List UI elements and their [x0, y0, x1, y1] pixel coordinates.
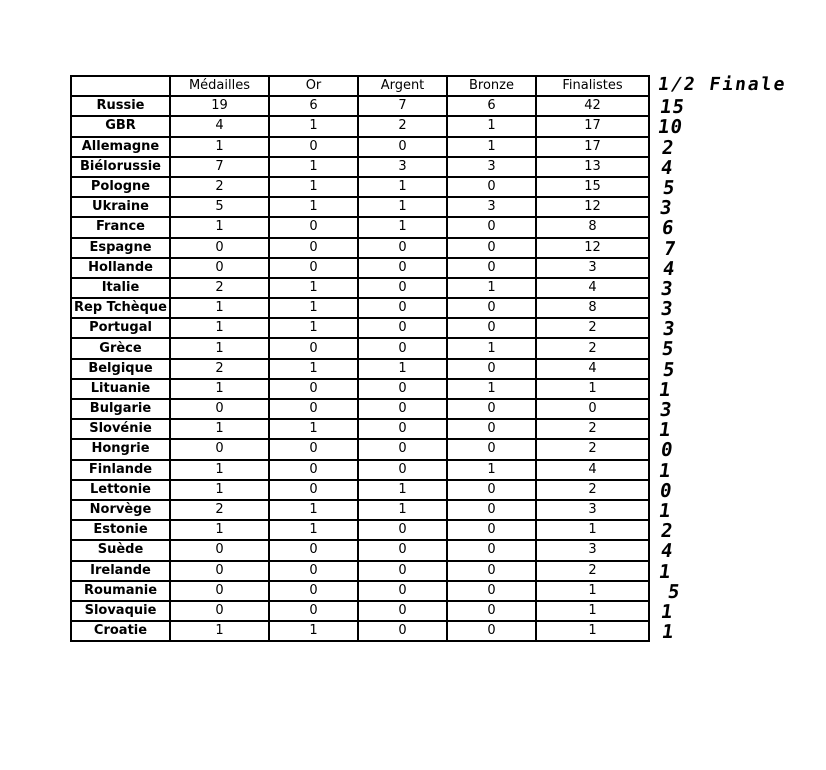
cell-bronze: 0 [447, 399, 536, 419]
cell-argent: 0 [358, 318, 447, 338]
cell-finalistes: 2 [536, 439, 649, 459]
cell-or: 0 [269, 258, 358, 278]
table-row [71, 359, 649, 379]
cell-bronze: 1 [447, 338, 536, 358]
cell-finalistes: 0 [536, 399, 649, 419]
cell-argent: 0 [358, 581, 447, 601]
cell-bronze: 0 [447, 601, 536, 621]
table-row [71, 520, 649, 540]
cell-bronze: 0 [447, 480, 536, 500]
table-row [71, 137, 649, 157]
cell-country: Croatie [71, 621, 170, 641]
cell-country: Ukraine [71, 197, 170, 217]
cell-medailles: 2 [170, 500, 269, 520]
cell-country: Roumanie [71, 581, 170, 601]
cell-country: Finlande [71, 460, 170, 480]
handwritten-value: 7 [662, 237, 678, 260]
cell-country: Portugal [71, 318, 170, 338]
handwritten-value: 2 [660, 136, 676, 159]
cell-bronze: 1 [447, 379, 536, 399]
cell-country: Pologne [71, 177, 170, 197]
cell-country: Lituanie [71, 379, 170, 399]
cell-or: 1 [269, 116, 358, 136]
cell-or: 1 [269, 197, 358, 217]
cell-medailles: 1 [170, 217, 269, 237]
table-row [71, 177, 649, 197]
handwritten-value: 4 [659, 540, 675, 563]
cell-finalistes: 13 [536, 157, 649, 177]
table-body [71, 96, 649, 641]
cell-argent: 0 [358, 419, 447, 439]
table-row [71, 500, 649, 520]
header-argent: Argent [358, 76, 447, 96]
table-row [71, 621, 649, 641]
table-row [71, 419, 649, 439]
cell-argent: 7 [358, 96, 447, 116]
handwritten-value: 1 [657, 499, 673, 522]
handwritten-value: 3 [659, 298, 675, 321]
cell-finalistes: 12 [536, 238, 649, 258]
cell-or: 1 [269, 621, 358, 641]
cell-argent: 0 [358, 298, 447, 318]
cell-bronze: 0 [447, 238, 536, 258]
cell-or: 0 [269, 399, 358, 419]
cell-or: 1 [269, 359, 358, 379]
handwritten-value: 5 [660, 338, 676, 361]
cell-medailles: 1 [170, 621, 269, 641]
cell-finalistes: 3 [536, 500, 649, 520]
header-row [71, 76, 649, 96]
cell-argent: 0 [358, 520, 447, 540]
cell-country: Italie [71, 278, 170, 298]
cell-country: Lettonie [71, 480, 170, 500]
table-row [71, 439, 649, 459]
cell-bronze: 3 [447, 197, 536, 217]
table-row [71, 318, 649, 338]
cell-medailles: 1 [170, 460, 269, 480]
handwritten-value: 3 [658, 197, 674, 220]
header-corner [71, 76, 170, 96]
handwritten-value: 1 [657, 378, 673, 401]
cell-medailles: 1 [170, 520, 269, 540]
handwritten-value: 5 [666, 580, 682, 603]
cell-medailles: 1 [170, 298, 269, 318]
handwritten-value: 15 [658, 96, 687, 119]
cell-medailles: 0 [170, 399, 269, 419]
handwritten-title: 1/2 Finale [656, 74, 788, 95]
table-row [71, 258, 649, 278]
cell-bronze: 0 [447, 561, 536, 581]
handwritten-value: 5 [661, 358, 677, 381]
cell-finalistes: 2 [536, 480, 649, 500]
cell-bronze: 3 [447, 157, 536, 177]
cell-finalistes: 2 [536, 419, 649, 439]
cell-medailles: 1 [170, 318, 269, 338]
cell-medailles: 0 [170, 540, 269, 560]
table-row [71, 217, 649, 237]
cell-argent: 1 [358, 359, 447, 379]
cell-country: Slovénie [71, 419, 170, 439]
cell-bronze: 0 [447, 439, 536, 459]
cell-medailles: 0 [170, 258, 269, 278]
header-finalistes: Finalistes [536, 76, 649, 96]
cell-country: Russie [71, 96, 170, 116]
cell-or: 1 [269, 318, 358, 338]
cell-medailles: 0 [170, 581, 269, 601]
cell-or: 1 [269, 177, 358, 197]
cell-finalistes: 2 [536, 561, 649, 581]
table-row [71, 601, 649, 621]
table-row [71, 96, 649, 116]
handwritten-value: 2 [659, 520, 675, 543]
cell-or: 1 [269, 419, 358, 439]
table-row [71, 561, 649, 581]
cell-finalistes: 17 [536, 116, 649, 136]
cell-or: 0 [269, 137, 358, 157]
cell-argent: 1 [358, 480, 447, 500]
cell-medailles: 7 [170, 157, 269, 177]
cell-country: GBR [71, 116, 170, 136]
cell-finalistes: 12 [536, 197, 649, 217]
cell-country: France [71, 217, 170, 237]
cell-country: Espagne [71, 238, 170, 258]
cell-finalistes: 4 [536, 359, 649, 379]
cell-argent: 0 [358, 460, 447, 480]
cell-argent: 0 [358, 258, 447, 278]
cell-bronze: 0 [447, 258, 536, 278]
cell-or: 1 [269, 298, 358, 318]
cell-medailles: 0 [170, 561, 269, 581]
table-row [71, 460, 649, 480]
handwritten-value: 4 [659, 156, 675, 179]
cell-or: 0 [269, 561, 358, 581]
cell-finalistes: 15 [536, 177, 649, 197]
cell-medailles: 0 [170, 439, 269, 459]
cell-argent: 0 [358, 338, 447, 358]
cell-finalistes: 1 [536, 520, 649, 540]
cell-finalistes: 1 [536, 621, 649, 641]
cell-or: 0 [269, 217, 358, 237]
cell-argent: 0 [358, 278, 447, 298]
handwritten-value: 6 [660, 217, 676, 240]
cell-argent: 0 [358, 439, 447, 459]
cell-bronze: 0 [447, 217, 536, 237]
cell-argent: 0 [358, 238, 447, 258]
table-row [71, 379, 649, 399]
cell-finalistes: 2 [536, 318, 649, 338]
cell-country: Estonie [71, 520, 170, 540]
cell-medailles: 4 [170, 116, 269, 136]
cell-country: Hongrie [71, 439, 170, 459]
cell-argent: 0 [358, 601, 447, 621]
cell-bronze: 6 [447, 96, 536, 116]
cell-or: 0 [269, 601, 358, 621]
header-bronze: Bronze [447, 76, 536, 96]
cell-medailles: 19 [170, 96, 269, 116]
cell-bronze: 1 [447, 278, 536, 298]
handwritten-value: 1 [659, 600, 675, 623]
cell-finalistes: 4 [536, 278, 649, 298]
table-row [71, 157, 649, 177]
cell-or: 1 [269, 157, 358, 177]
cell-country: Grèce [71, 338, 170, 358]
cell-medailles: 0 [170, 601, 269, 621]
cell-medailles: 1 [170, 137, 269, 157]
cell-finalistes: 8 [536, 298, 649, 318]
handwritten-value: 1 [657, 560, 673, 583]
cell-argent: 1 [358, 500, 447, 520]
cell-argent: 0 [358, 399, 447, 419]
cell-finalistes: 1 [536, 581, 649, 601]
medal-table [70, 75, 650, 642]
cell-bronze: 0 [447, 318, 536, 338]
table-row [71, 338, 649, 358]
cell-medailles: 2 [170, 278, 269, 298]
cell-finalistes: 4 [536, 460, 649, 480]
cell-argent: 0 [358, 621, 447, 641]
handwritten-value: 0 [659, 439, 675, 462]
cell-bronze: 0 [447, 520, 536, 540]
header-or: Or [269, 76, 358, 96]
cell-medailles: 5 [170, 197, 269, 217]
cell-finalistes: 3 [536, 540, 649, 560]
handwritten-value: 1 [657, 459, 673, 482]
cell-argent: 0 [358, 540, 447, 560]
cell-finalistes: 42 [536, 96, 649, 116]
cell-or: 0 [269, 238, 358, 258]
cell-or: 0 [269, 439, 358, 459]
cell-finalistes: 1 [536, 601, 649, 621]
handwritten-value: 3 [658, 399, 674, 421]
header-medailles: Médailles [170, 76, 269, 96]
cell-argent: 1 [358, 217, 447, 237]
cell-finalistes: 17 [536, 137, 649, 157]
cell-or: 1 [269, 520, 358, 540]
cell-bronze: 0 [447, 177, 536, 197]
cell-argent: 0 [358, 379, 447, 399]
cell-bronze: 0 [447, 419, 536, 439]
handwritten-value: 3 [661, 318, 677, 341]
cell-or: 0 [269, 460, 358, 480]
cell-bronze: 1 [447, 460, 536, 480]
handwritten-value: 0 [658, 479, 674, 502]
cell-finalistes: 2 [536, 338, 649, 358]
cell-argent: 1 [358, 197, 447, 217]
cell-finalistes: 8 [536, 217, 649, 237]
cell-medailles: 1 [170, 419, 269, 439]
cell-country: Hollande [71, 258, 170, 278]
cell-bronze: 1 [447, 116, 536, 136]
table-row [71, 238, 649, 258]
cell-argent: 0 [358, 137, 447, 157]
cell-country: Suède [71, 540, 170, 560]
cell-medailles: 1 [170, 379, 269, 399]
cell-country: Irelande [71, 561, 170, 581]
handwritten-value: 4 [661, 257, 677, 280]
cell-bronze: 0 [447, 298, 536, 318]
cell-medailles: 2 [170, 177, 269, 197]
table-row [71, 540, 649, 560]
handwritten-value: 10 [656, 116, 685, 139]
cell-bronze: 0 [447, 621, 536, 641]
cell-or: 0 [269, 540, 358, 560]
cell-argent: 3 [358, 157, 447, 177]
cell-argent: 2 [358, 116, 447, 136]
cell-bronze: 1 [447, 137, 536, 157]
cell-country: Bulgarie [71, 399, 170, 419]
handwritten-value: 1 [657, 419, 673, 442]
cell-bronze: 0 [447, 359, 536, 379]
table-row [71, 116, 649, 136]
cell-argent: 1 [358, 177, 447, 197]
cell-or: 0 [269, 379, 358, 399]
cell-or: 0 [269, 480, 358, 500]
cell-finalistes: 1 [536, 379, 649, 399]
cell-or: 6 [269, 96, 358, 116]
cell-or: 0 [269, 581, 358, 601]
cell-or: 1 [269, 278, 358, 298]
cell-medailles: 1 [170, 338, 269, 358]
handwritten-value: 1 [660, 621, 676, 644]
cell-or: 0 [269, 338, 358, 358]
handwritten-value: 3 [659, 277, 675, 300]
cell-country: Norvège [71, 500, 170, 520]
table-row [71, 581, 649, 601]
cell-bronze: 0 [447, 540, 536, 560]
cell-bronze: 0 [447, 500, 536, 520]
cell-medailles: 1 [170, 480, 269, 500]
table-row [71, 197, 649, 217]
cell-bronze: 0 [447, 581, 536, 601]
cell-finalistes: 3 [536, 258, 649, 278]
cell-or: 1 [269, 500, 358, 520]
cell-country: Slovaquie [71, 601, 170, 621]
table-row [71, 278, 649, 298]
table-row [71, 399, 649, 419]
cell-country: Allemagne [71, 137, 170, 157]
handwritten-value: 5 [661, 176, 677, 199]
cell-country: Belgique [71, 359, 170, 379]
cell-medailles: 2 [170, 359, 269, 379]
table-row [71, 298, 649, 318]
cell-argent: 0 [358, 561, 447, 581]
cell-country: Biélorussie [71, 157, 170, 177]
cell-country: Rep Tchèque [71, 298, 170, 318]
table-row [71, 480, 649, 500]
cell-medailles: 0 [170, 238, 269, 258]
